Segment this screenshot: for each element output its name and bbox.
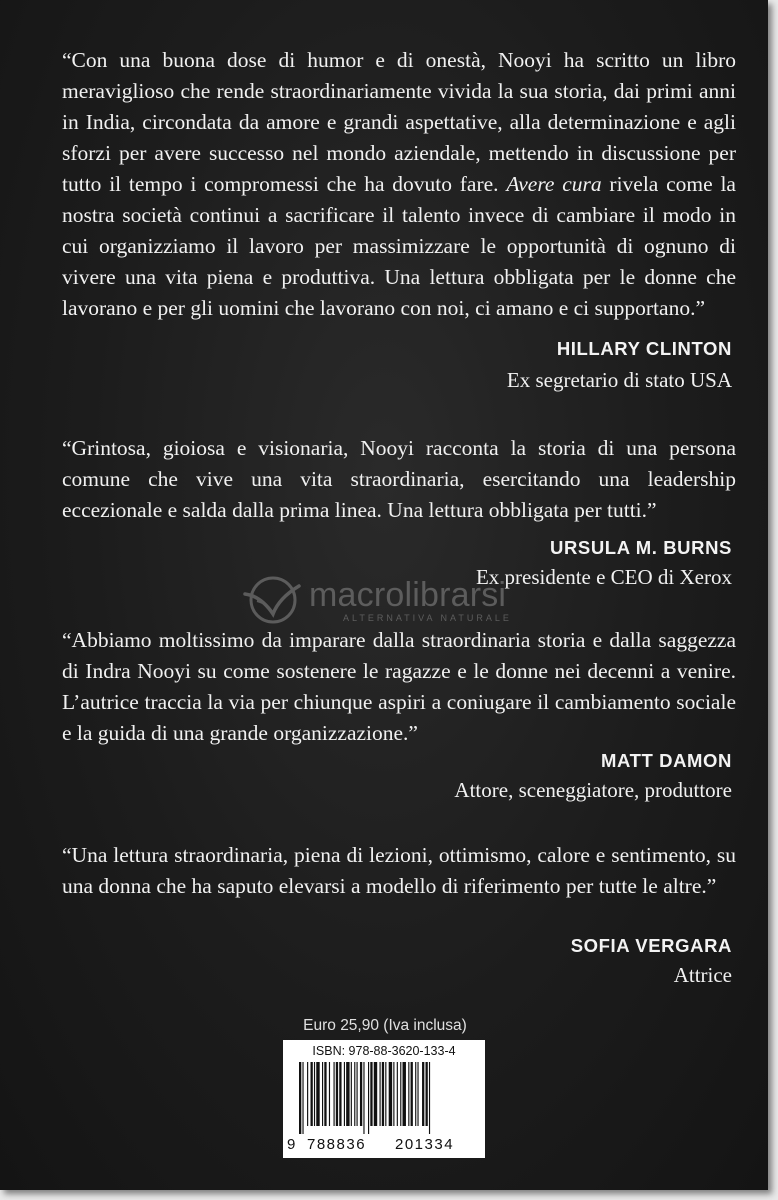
- barcode-bar: [316, 1062, 319, 1126]
- testimonial-author-burns: URSULA M. BURNS: [549, 537, 732, 558]
- testimonial-role-damon: Attore, sceneggiatore, produttore: [454, 778, 732, 802]
- ean-first-digit: 9: [287, 1136, 297, 1153]
- testimonial-quote-damon: “Abbiamo moltissimo da imparare dalla straordinaria storia e dalla saggezza di Indra Nooyi su come sostenere le ragazze e le donne nei decenni a venire. L’autrice traccia la via per chiunque aspiri a coniugare il cambiamento sociale e la guida di una grande organizzazione.”: [62, 628, 736, 745]
- barcode-bar: [417, 1062, 418, 1126]
- ean-left-digits: 788836: [307, 1136, 367, 1153]
- barcode-bar: [368, 1062, 369, 1134]
- barcode-bars: [293, 1062, 479, 1134]
- barcode-bar: [354, 1062, 355, 1126]
- testimonial-author-clinton: HILLARY CLINTON: [556, 338, 732, 359]
- barcode-bar: [324, 1062, 326, 1126]
- price-label: Euro 25,90 (Iva inclusa): [303, 1017, 467, 1034]
- barcode-bar: [344, 1062, 345, 1126]
- barcode-bar: [329, 1062, 330, 1126]
- barcode-bar: [426, 1062, 428, 1126]
- barcode-bar: [380, 1062, 381, 1126]
- barcode-bar: [311, 1062, 313, 1126]
- barcode-bar: [429, 1062, 430, 1134]
- barcode-bar: [339, 1062, 341, 1126]
- watermark-name: macrolibrarsi: [309, 576, 507, 614]
- testimonial-quote-vergara: “Una lettura straordinaria, piena di lezioni, ottimismo, calore e sentimento, su una donna che ha saputo elevarsi a modello di riferimento per tutte le altre.”: [62, 843, 736, 898]
- barcode-bar: [411, 1062, 413, 1126]
- barcode-bar: [314, 1062, 315, 1126]
- barcode-bar: [385, 1062, 386, 1126]
- barcode-bar: [334, 1062, 335, 1126]
- isbn-barcode: [283, 1040, 485, 1158]
- barcode-bar: [336, 1062, 338, 1126]
- barcode-bar: [370, 1062, 372, 1126]
- barcode-bar: [422, 1062, 424, 1126]
- barcode-bar: [360, 1062, 362, 1126]
- testimonial-quote-clinton: “Con una buona dose di humor e di onestà, Nooyi ha scritto un libro meraviglioso che rende straordinariamente vivida la sua storia, dai primi anni in India, circondata da amore e grandi aspettative, alla determinazione e agli sforzi per avere successo nel mondo aziendale, mettendo in discussione per tutto il tempo i compromessi che ha dovuto fare. Avere cura rivela come la nostra società continui a sacrificare il talento invece di cambiare il modo in cui organizziamo il lavoro per massimizzare le opportunità di ognuno di vivere una vita piena e produttiva. Una lettura obbligata per le donne che lavorano e per gli uomini che lavorano con noi, ci amano e ci supportano.”: [62, 48, 736, 320]
- barcode-bar: [397, 1062, 398, 1126]
- testimonial-author-damon: MATT DAMON: [600, 750, 732, 771]
- testimonial-role-vergara: Attrice: [673, 963, 732, 987]
- barcode-bar: [346, 1062, 349, 1126]
- barcode-bar: [400, 1062, 401, 1126]
- testimonial-role-burns: Ex presidente e CEO di Xerox: [475, 565, 732, 589]
- barcode-bar: [415, 1062, 416, 1126]
- barcode-bar: [322, 1062, 323, 1126]
- book-title-italic: Avere cura: [506, 172, 602, 196]
- barcode-bar: [403, 1062, 406, 1126]
- macrolibrarsi-logo-icon: [243, 574, 301, 626]
- testimonial-author-vergara: SOFIA VERGARA: [570, 935, 732, 956]
- ean-right-digits: 201334: [395, 1136, 455, 1153]
- barcode-bar: [393, 1062, 394, 1126]
- testimonial-role-clinton: Ex segretario di stato USA: [506, 368, 732, 392]
- macrolibrarsi-watermark: [243, 574, 523, 626]
- barcode-bar: [351, 1062, 352, 1126]
- barcode-bar: [389, 1062, 392, 1126]
- barcode-bar: [363, 1062, 364, 1134]
- watermark-tagline: ALTERNATIVA NATURALE: [343, 613, 512, 623]
- testimonial-quote-burns: “Grintosa, gioiosa e visionaria, Nooyi racconta la storia di una persona comune che vive una vita straordinaria, esercitando una leadership eccezionale e salda dalla prima linea. Una lettura obbligata per tutti.”: [62, 436, 736, 522]
- barcode-bar: [302, 1062, 303, 1134]
- barcode-bar: [374, 1062, 377, 1126]
- barcode-bar: [408, 1062, 409, 1126]
- barcode-bar: [357, 1062, 358, 1126]
- barcode-bar: [382, 1062, 384, 1126]
- barcode-bar: [299, 1062, 301, 1134]
- barcode-bar: [307, 1062, 308, 1126]
- isbn-label: ISBN: 978-88-3620-133-4: [312, 1044, 456, 1058]
